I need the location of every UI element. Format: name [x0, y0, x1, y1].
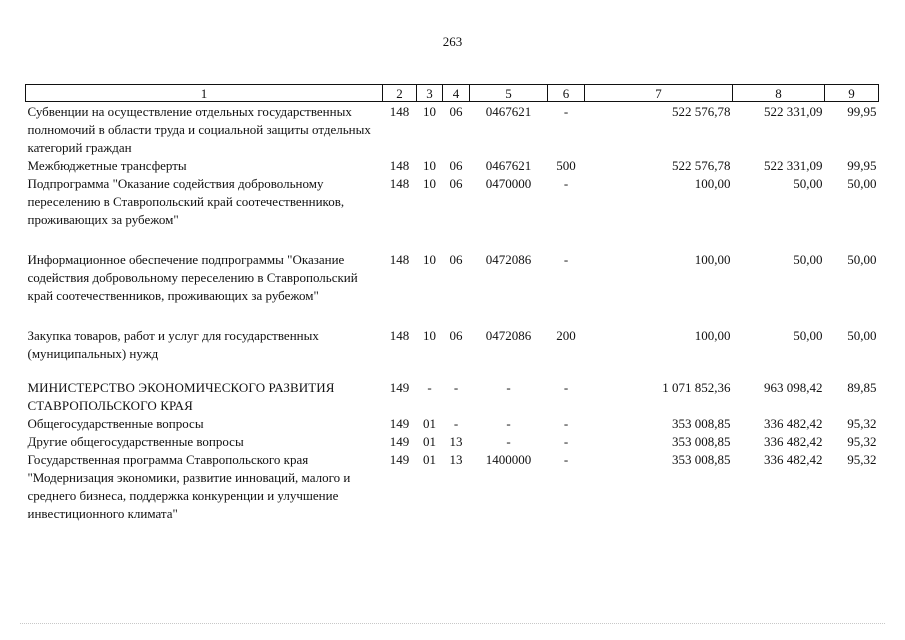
row-target-code: 1400000: [485, 452, 532, 467]
row-section-code: -: [427, 380, 432, 395]
header-col-4: 4: [443, 85, 470, 102]
row-subsection-code: 06: [449, 176, 463, 191]
row-planned: 353 008,85: [672, 416, 731, 431]
table-row: [26, 415, 879, 433]
budget-table: [25, 84, 879, 523]
row-name: Закупка товаров, работ и услуг для государственных (муниципальных) нужд: [27, 328, 319, 361]
row-executed: 522 331,09: [764, 158, 823, 173]
row-name: Субвенции на осуществление отдельных государственных полномочий в области труда и социальной защиты отдельных категорий граждан: [27, 104, 371, 155]
scan-artifact-line: [20, 623, 885, 624]
row-planned: 1 071 852,36: [662, 380, 731, 395]
row-percent: 50,00: [847, 328, 877, 343]
row-executed: 336 482,42: [764, 416, 823, 431]
row-ministry-code: 148: [389, 176, 410, 191]
row-ministry-code: 149: [389, 452, 410, 467]
row-section-code: 10: [423, 252, 436, 267]
header-col-3: 3: [417, 85, 443, 102]
page-number: 263: [442, 34, 463, 49]
row-subsection-code: -: [453, 416, 459, 431]
table-row: [26, 102, 879, 158]
row-ministry-code: 148: [389, 328, 410, 343]
table-row: [26, 175, 879, 251]
row-ministry-code: 149: [389, 434, 410, 449]
row-ministry-code: 148: [389, 158, 410, 173]
row-subsection-code: 06: [449, 252, 463, 267]
row-target-code: 0470000: [485, 176, 532, 191]
header-col-9: 9: [825, 85, 879, 102]
row-percent: 50,00: [847, 252, 877, 267]
row-executed: 336 482,42: [764, 452, 823, 467]
row-target-code: -: [506, 416, 511, 431]
row-subsection-code: -: [453, 380, 459, 395]
row-section-code: 10: [423, 158, 436, 173]
row-percent: 95,32: [847, 452, 877, 467]
row-expense-type: -: [563, 434, 569, 449]
row-target-code: -: [506, 380, 511, 395]
header-col-7: 7: [585, 85, 733, 102]
header-col-8: 8: [733, 85, 825, 102]
row-planned: 522 576,78: [672, 104, 731, 119]
row-section-code: 10: [423, 328, 436, 343]
row-subsection-code: 06: [449, 104, 463, 119]
row-section-code: 01: [423, 416, 436, 431]
table-row: [26, 433, 879, 451]
row-percent: 99,95: [847, 158, 877, 173]
row-planned: 100,00: [694, 328, 731, 343]
row-target-code: -: [506, 434, 511, 449]
row-planned: 100,00: [694, 176, 731, 191]
row-subsection-code: 06: [449, 158, 463, 173]
row-executed: 50,00: [793, 328, 823, 343]
row-executed: 336 482,42: [764, 434, 823, 449]
row-ministry-code: 149: [389, 416, 410, 431]
row-name: Межбюджетные трансферты: [27, 158, 187, 173]
row-name: Подпрограмма "Оказание содействия добровольному переселению в Ставропольский край соотечественников, проживающих за рубежом": [27, 176, 345, 227]
table-row: [26, 451, 879, 523]
table-row: [26, 157, 879, 175]
row-ministry-code: 148: [389, 252, 410, 267]
row-section-code: 10: [423, 176, 436, 191]
row-executed: 50,00: [793, 252, 823, 267]
row-percent: 99,95: [847, 104, 877, 119]
row-expense-type: -: [563, 452, 569, 467]
table-row: [26, 379, 879, 415]
row-percent: 89,85: [847, 380, 877, 395]
header-row: [26, 85, 879, 102]
row-subsection-code: 06: [449, 328, 463, 343]
row-percent: 95,32: [847, 434, 877, 449]
header-col-1: 1: [26, 85, 383, 102]
row-target-code: 0472086: [485, 252, 532, 267]
row-name: МИНИСТЕРСТВО ЭКОНОМИЧЕСКОГО РАЗВИТИЯ СТАВРОПОЛЬСКОГО КРАЯ: [27, 380, 335, 413]
row-percent: 95,32: [847, 416, 877, 431]
row-executed: 522 331,09: [764, 104, 823, 119]
table-row: [26, 327, 879, 379]
row-percent: 50,00: [847, 176, 877, 191]
header-col-5: 5: [470, 85, 548, 102]
row-ministry-code: 149: [389, 380, 410, 395]
row-expense-type: -: [563, 380, 569, 395]
row-expense-type: -: [563, 416, 569, 431]
row-name: Другие общегосударственные вопросы: [27, 434, 244, 449]
row-planned: 100,00: [694, 252, 731, 267]
row-name: Государственная программа Ставропольского края "Модернизация экономики, развитие инноваций, малого и среднего бизнеса, поддержка конкуренции и улучшение инвестиционного климата": [27, 452, 351, 521]
row-expense-type: 500: [556, 158, 576, 173]
row-target-code: 0467621: [485, 158, 532, 173]
row-expense-type: -: [563, 252, 569, 267]
header-col-6: 6: [548, 85, 585, 102]
header-col-2: 2: [383, 85, 417, 102]
row-subsection-code: 13: [449, 452, 463, 467]
row-executed: 50,00: [793, 176, 823, 191]
row-ministry-code: 148: [389, 104, 410, 119]
row-name: Общегосударственные вопросы: [27, 416, 204, 431]
row-planned: 353 008,85: [672, 452, 731, 467]
row-target-code: 0472086: [485, 328, 532, 343]
row-planned: 522 576,78: [672, 158, 731, 173]
row-name: Информационное обеспечение подпрограммы "Оказание содействия добровольному переселению в Ставропольский край соотечественников, проживающих за рубежом": [27, 252, 358, 303]
row-section-code: 01: [423, 434, 436, 449]
row-subsection-code: 13: [449, 434, 463, 449]
table-row: [26, 251, 879, 327]
row-expense-type: 200: [556, 328, 576, 343]
row-section-code: 10: [423, 104, 436, 119]
row-section-code: 01: [423, 452, 436, 467]
row-expense-type: -: [563, 104, 569, 119]
row-target-code: 0467621: [485, 104, 532, 119]
row-planned: 353 008,85: [672, 434, 731, 449]
row-executed: 963 098,42: [764, 380, 823, 395]
row-expense-type: -: [563, 176, 569, 191]
